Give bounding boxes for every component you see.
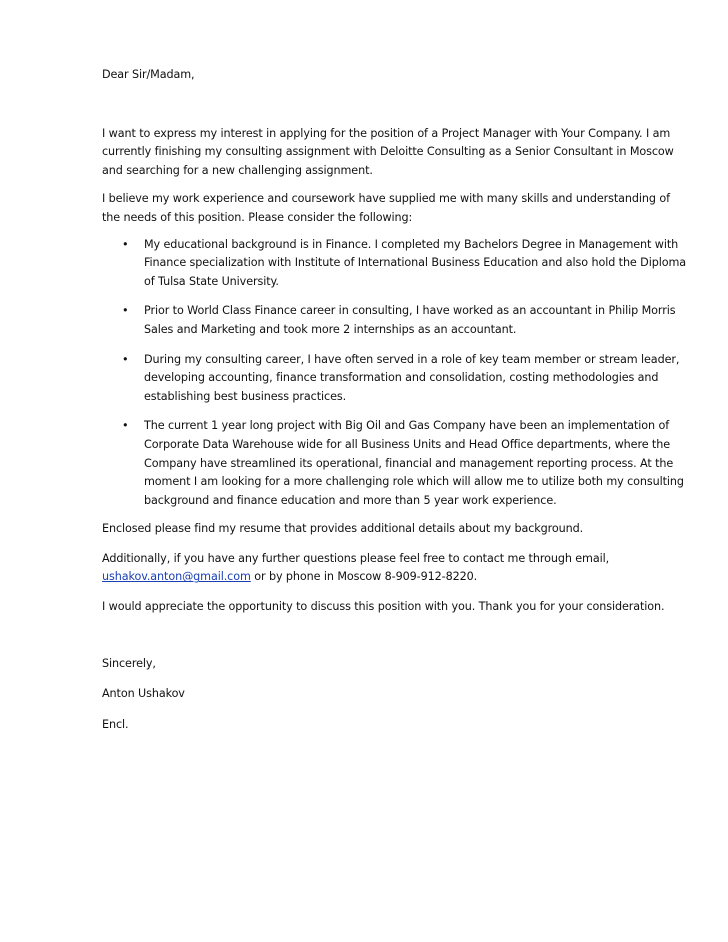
- bullet-icon: •: [122, 237, 129, 251]
- signature-name: Anton Ushakov: [102, 687, 185, 701]
- contact-paragraph: [102, 550, 688, 587]
- appreciation-paragraph: I would appreciate the opportunity to discuss this position with you. Thank you for your consideration.: [102, 600, 665, 614]
- list-item: [102, 351, 688, 407]
- experience-paragraph: I believe my work experience and coursework have supplied me with many skills and understanding of the needs of this position. Please consider the following:: [102, 192, 670, 224]
- bullet-icon: •: [122, 352, 129, 366]
- list-item-text: My educational background is in Finance. I completed my Bachelors Degree in Management with Finance specialization with Institute of International Business Education and also hold the Diploma of Tulsa State University.: [144, 237, 687, 288]
- list-item-text: During my consulting career, I have often served in a role of key team member or stream leader, developing accounting, finance transformation and consolidation, costing methodologies and establishing best business practices.: [144, 352, 680, 403]
- bullet-icon: •: [122, 304, 129, 318]
- qualifications-list: [102, 236, 688, 511]
- closing: Sincerely,: [102, 656, 156, 670]
- salutation: Dear Sir/Madam,: [102, 68, 195, 81]
- list-item-text: Prior to World Class Finance career in consulting, I have worked as an accountant in Philip Morris Sales and Marketing and took more 2 internships as an accountant.: [144, 304, 676, 336]
- contact-suffix: or by phone in Moscow 8-909-912-8220.: [250, 570, 478, 584]
- contact-prefix: Additionally, if you have any further questions please feel free to contact me through email,: [102, 551, 610, 565]
- enclosed-paragraph: Enclosed please find my resume that provides additional details about my background.: [102, 522, 584, 536]
- list-item: [102, 236, 688, 292]
- list-item-text: The current 1 year long project with Big Oil and Gas Company have been an implementation of Corporate Data Warehouse wide for all Business Units and Head Office departments, where the Company have streamlined its operational, financial and management reporting process. At the moment I am looking for a more challenging role which will allow me to utilize both my consulting background and finance education and more than 5 year work experience.: [144, 419, 684, 507]
- list-item: [102, 302, 688, 339]
- list-item: [102, 417, 688, 510]
- email-link[interactable]: ushakov.anton@gmail.com: [102, 570, 251, 584]
- bullet-icon: •: [122, 419, 129, 433]
- enclosure-note: Encl.: [102, 717, 129, 731]
- intro-paragraph: I want to express my interest in applying for the position of a Project Manager with Your Company. I am currently finishing my consulting assignment with Deloitte Consulting as a Senior Consultant in Moscow and searching for a new challenging assignment.: [102, 126, 674, 177]
